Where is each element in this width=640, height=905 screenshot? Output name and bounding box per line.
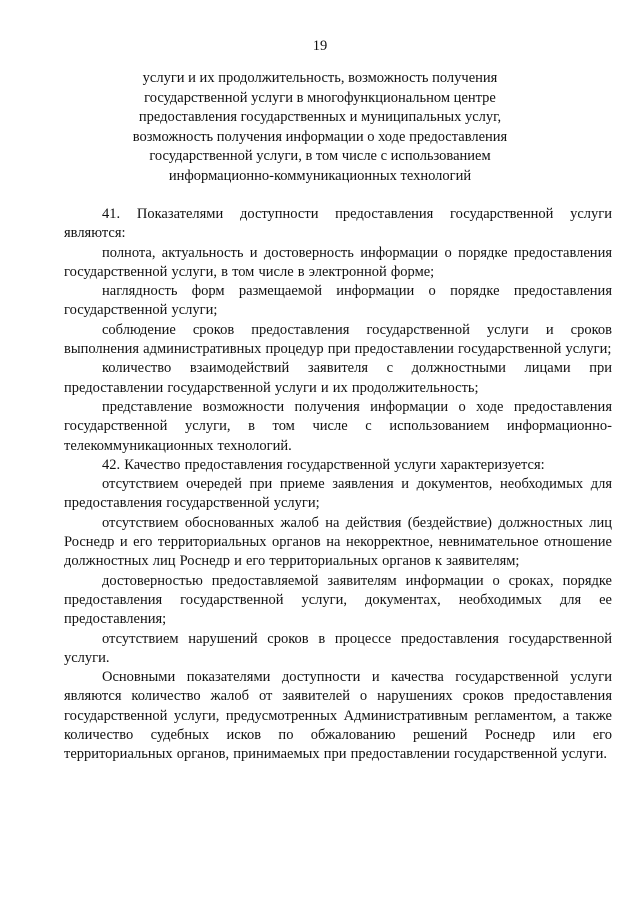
document-body xyxy=(64,205,612,765)
paragraph: отсутствием обоснованных жалоб на действия (бездействие) должностных лиц Роснедр и его территориальных органов на некорректное, невнимательное отношение должностных лиц Роснедр и его территориальных органов к заявителям; xyxy=(64,514,612,570)
paragraph: соблюдение сроков предоставления государственной услуги и сроков выполнения административных процедур при предоставлении государственной услуги; xyxy=(64,321,612,358)
paragraph-41-intro: 41. Показателями доступности предоставления государственной услуги являются: xyxy=(64,206,612,242)
paragraph-summary: Основными показателями доступности и качества государственной услуги являются количество жалоб от заявителей о нарушениях сроков предоставления государственной услуги, предусмотренных Административным регламентом, а также количество судебных исков по обжалованию решений Роснедр или его территориальных органов, принимаемых при предоставлении государственной услуги. xyxy=(64,669,612,763)
paragraph: отсутствием нарушений сроков в процессе предоставления государственной услуги. xyxy=(64,630,612,666)
page-number: 19 xyxy=(312,38,328,54)
heading-line: государственной услуги в многофункциональном центре xyxy=(144,89,496,106)
paragraph-42-intro: 42. Качество предоставления государственной услуги характеризуется: xyxy=(102,456,545,473)
heading-line: предоставления государственных и муниципальных услуг, xyxy=(138,109,502,126)
paragraph: наглядность форм размещаемой информации о порядке предоставления государственной услуги; xyxy=(64,283,612,319)
paragraph: представление возможности получения информации о ходе предоставления государственной услуги, в том числе с использованием информационно-телекоммуникационных технологий. xyxy=(64,398,612,454)
section-heading xyxy=(80,69,560,187)
paragraph: количество взаимодействий заявителя с должностными лицами при предоставлении государственной услуги и их продолжительность; xyxy=(64,360,612,396)
heading-line: услуги и их продолжительность, возможность получения xyxy=(142,70,498,86)
heading-line: информационно-коммуникационных технологий xyxy=(168,167,472,184)
paragraph: полнота, актуальность и достоверность информации о порядке предоставления государственной услуги, в том числе в электронной форме; xyxy=(64,244,612,280)
paragraph: достоверностью предоставляемой заявителям информации о сроках, порядке предоставления государственной услуги, документах, необходимых для ее предоставления; xyxy=(64,572,612,628)
paragraph: отсутствием очередей при приеме заявления и документов, необходимых для предоставления государственной услуги; xyxy=(64,476,612,512)
heading-line: возможность получения информации о ходе предоставления xyxy=(132,128,508,145)
heading-line: государственной услуги, в том числе с использованием xyxy=(149,148,491,165)
